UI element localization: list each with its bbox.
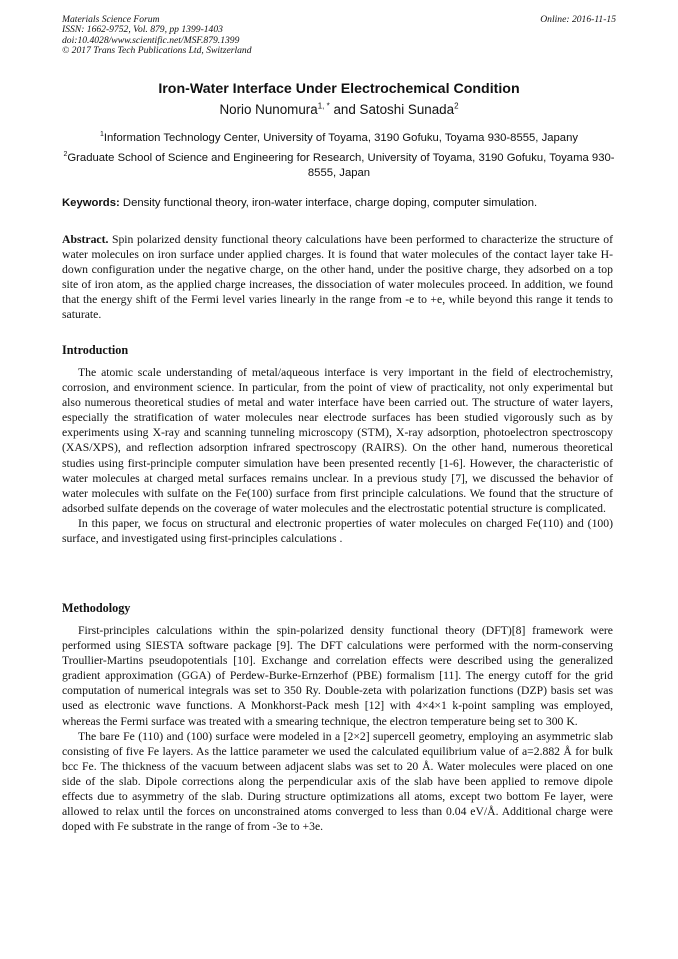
introduction-body — [62, 365, 613, 546]
abstract-label: Abstract. — [62, 233, 109, 246]
keywords-label: Keywords: — [62, 197, 120, 209]
journal-header — [62, 15, 616, 57]
author-conjunction: and — [329, 102, 360, 117]
keywords-text: Density functional theory, iron-water interface, charge doping, computer simulation. — [119, 197, 538, 209]
author-affiliation-mark: 2 — [454, 101, 459, 111]
journal-doi: doi:10.4028/www.scientific.net/MSF.879.1399 — [62, 34, 240, 46]
affiliation-number: 1 — [99, 131, 104, 139]
paper-title: Iron-Water Interface Under Electrochemical Condition — [158, 81, 520, 97]
introduction-heading: Introduction — [62, 343, 129, 357]
author-affiliation-mark: 1, * — [317, 101, 330, 111]
methodology-body — [62, 623, 613, 834]
journal-copyright: © 2017 Trans Tech Publications Ltd, Switzerland — [62, 45, 252, 57]
author-name: Satoshi Sunada — [359, 102, 455, 117]
methodology-heading: Methodology — [62, 601, 131, 615]
paragraph: In this paper, we focus on structural and electronic properties of water molecules on charged Fe(110) and (100) surface, and investigated using first-principles calculations . — [62, 516, 613, 546]
paragraph: The bare Fe (110) and (100) surface were modeled in a [2×2] supercell geometry, employing an asymmetric slab consisting of five Fe layers. As the lattice parameter we used the calculated equilibrium value of a=2.882 Å for bulk bcc Fe. The thickness of the vacuum between adjacent slabs was set to 20 Å. Water molecules were placed on one side of the slab. Dipole corrections along the perpendicular axis of the slab have been applied to remove dipole effects due to asymmetry of the slab. During structure optimizations all atoms, except two bottom Fe layer, were allowed to relax until the forces on unconstrained atoms converged to less than 0.04 eV/Å. Additional charge were doped with Fe substrate in the range of from -3e to +3e. — [62, 729, 613, 834]
affiliation-text: Information Technology Center, University of Toyama, 3190 Gofuku, Toyama 930-8555, Japany — [103, 132, 579, 144]
author-list — [40, 102, 638, 117]
abstract-text: Spin polarized density functional theory calculations have been performed to characterize the structure of water molecules on iron surface under applied charges. It is found that water molecules of the contact layer take H-down configuration under the negative charge, on the other hand, under the positive charge, they adsorbed on a top site of iron atom, as the applied charge increases, the dissociation of water molecules proceed. In addition, we found that the energy shift of the Fermi level varies linearly in the range from -e to +e, while beyond this range it tends to saturate. — [62, 233, 613, 322]
journal-issn: ISSN: 1662-9752, Vol. 879, pp 1399-1403 — [62, 24, 223, 36]
journal-name: Materials Science Forum — [62, 14, 160, 25]
abstract — [62, 232, 613, 323]
affiliation-2 — [62, 151, 616, 181]
keywords — [62, 197, 616, 209]
affiliation-1 — [62, 131, 616, 146]
author-name: Norio Nunomura — [219, 102, 318, 117]
affiliation-number: 2 — [63, 151, 68, 159]
paragraph: First-principles calculations within the spin-polarized density functional theory (DFT)[8] framework were performed using SIESTA software package [9]. The DFT calculations were performed with the norm-conserving Troullier-Martins pseudopotentials [10]. Exchange and correlation effects were described using the generalized gradient approximation (GGA) of Perdew-Burke-Ernzerhof (PBE) formalism [11]. The energy cutoff for the grid computation of numerical integrals was set to 350 Ry. Double-zeta with polarization functions (DZP) basis set was used as electronic wave functions. A Monkhorst-Pack mesh [12] with 4×4×1 k-point sampling was employed, whereas the Fermi surface was treated with a smearing technique, the electron temperature being set to 300 K. — [62, 624, 613, 728]
affiliation-text: Graduate School of Science and Engineering for Research, University of Toyama, 3190 Gofuku, Toyama 930-8555, Japan — [67, 152, 615, 179]
online-date: Online: 2016-11-15 — [540, 14, 616, 25]
paragraph: The atomic scale understanding of metal/aqueous interface is very important in the field of electrochemistry, corrosion, and environment science. In particular, from the point of view of practicality, not only experimental but also numerous theoretical studies of metal and water interface have been carried out. The structure of water layers, especially the stratification of water molecules near electrode surfaces has been studied vigorously such as by experiments using X-ray and scanning tunneling microscopy (STM), X-ray adsorption, photoelectron spectroscopy (XAS/XPS), and reflection adsorption infrared spectroscopy (RAIRS). On the other hand, numerous theoretical studies using first-principle computer simulation have been presented recently [1-6]. However, the characteristic of water molecules at charged metal surfaces remains unclear. In a previous study [7], we discussed the behavior of water molecules with sulfate on the Fe(100) surface from first principle calculations. We found that the structure of adsorbed sulfate depends on the coverage of water molecules and the electrostatic potential structure is complicated. — [62, 366, 613, 515]
